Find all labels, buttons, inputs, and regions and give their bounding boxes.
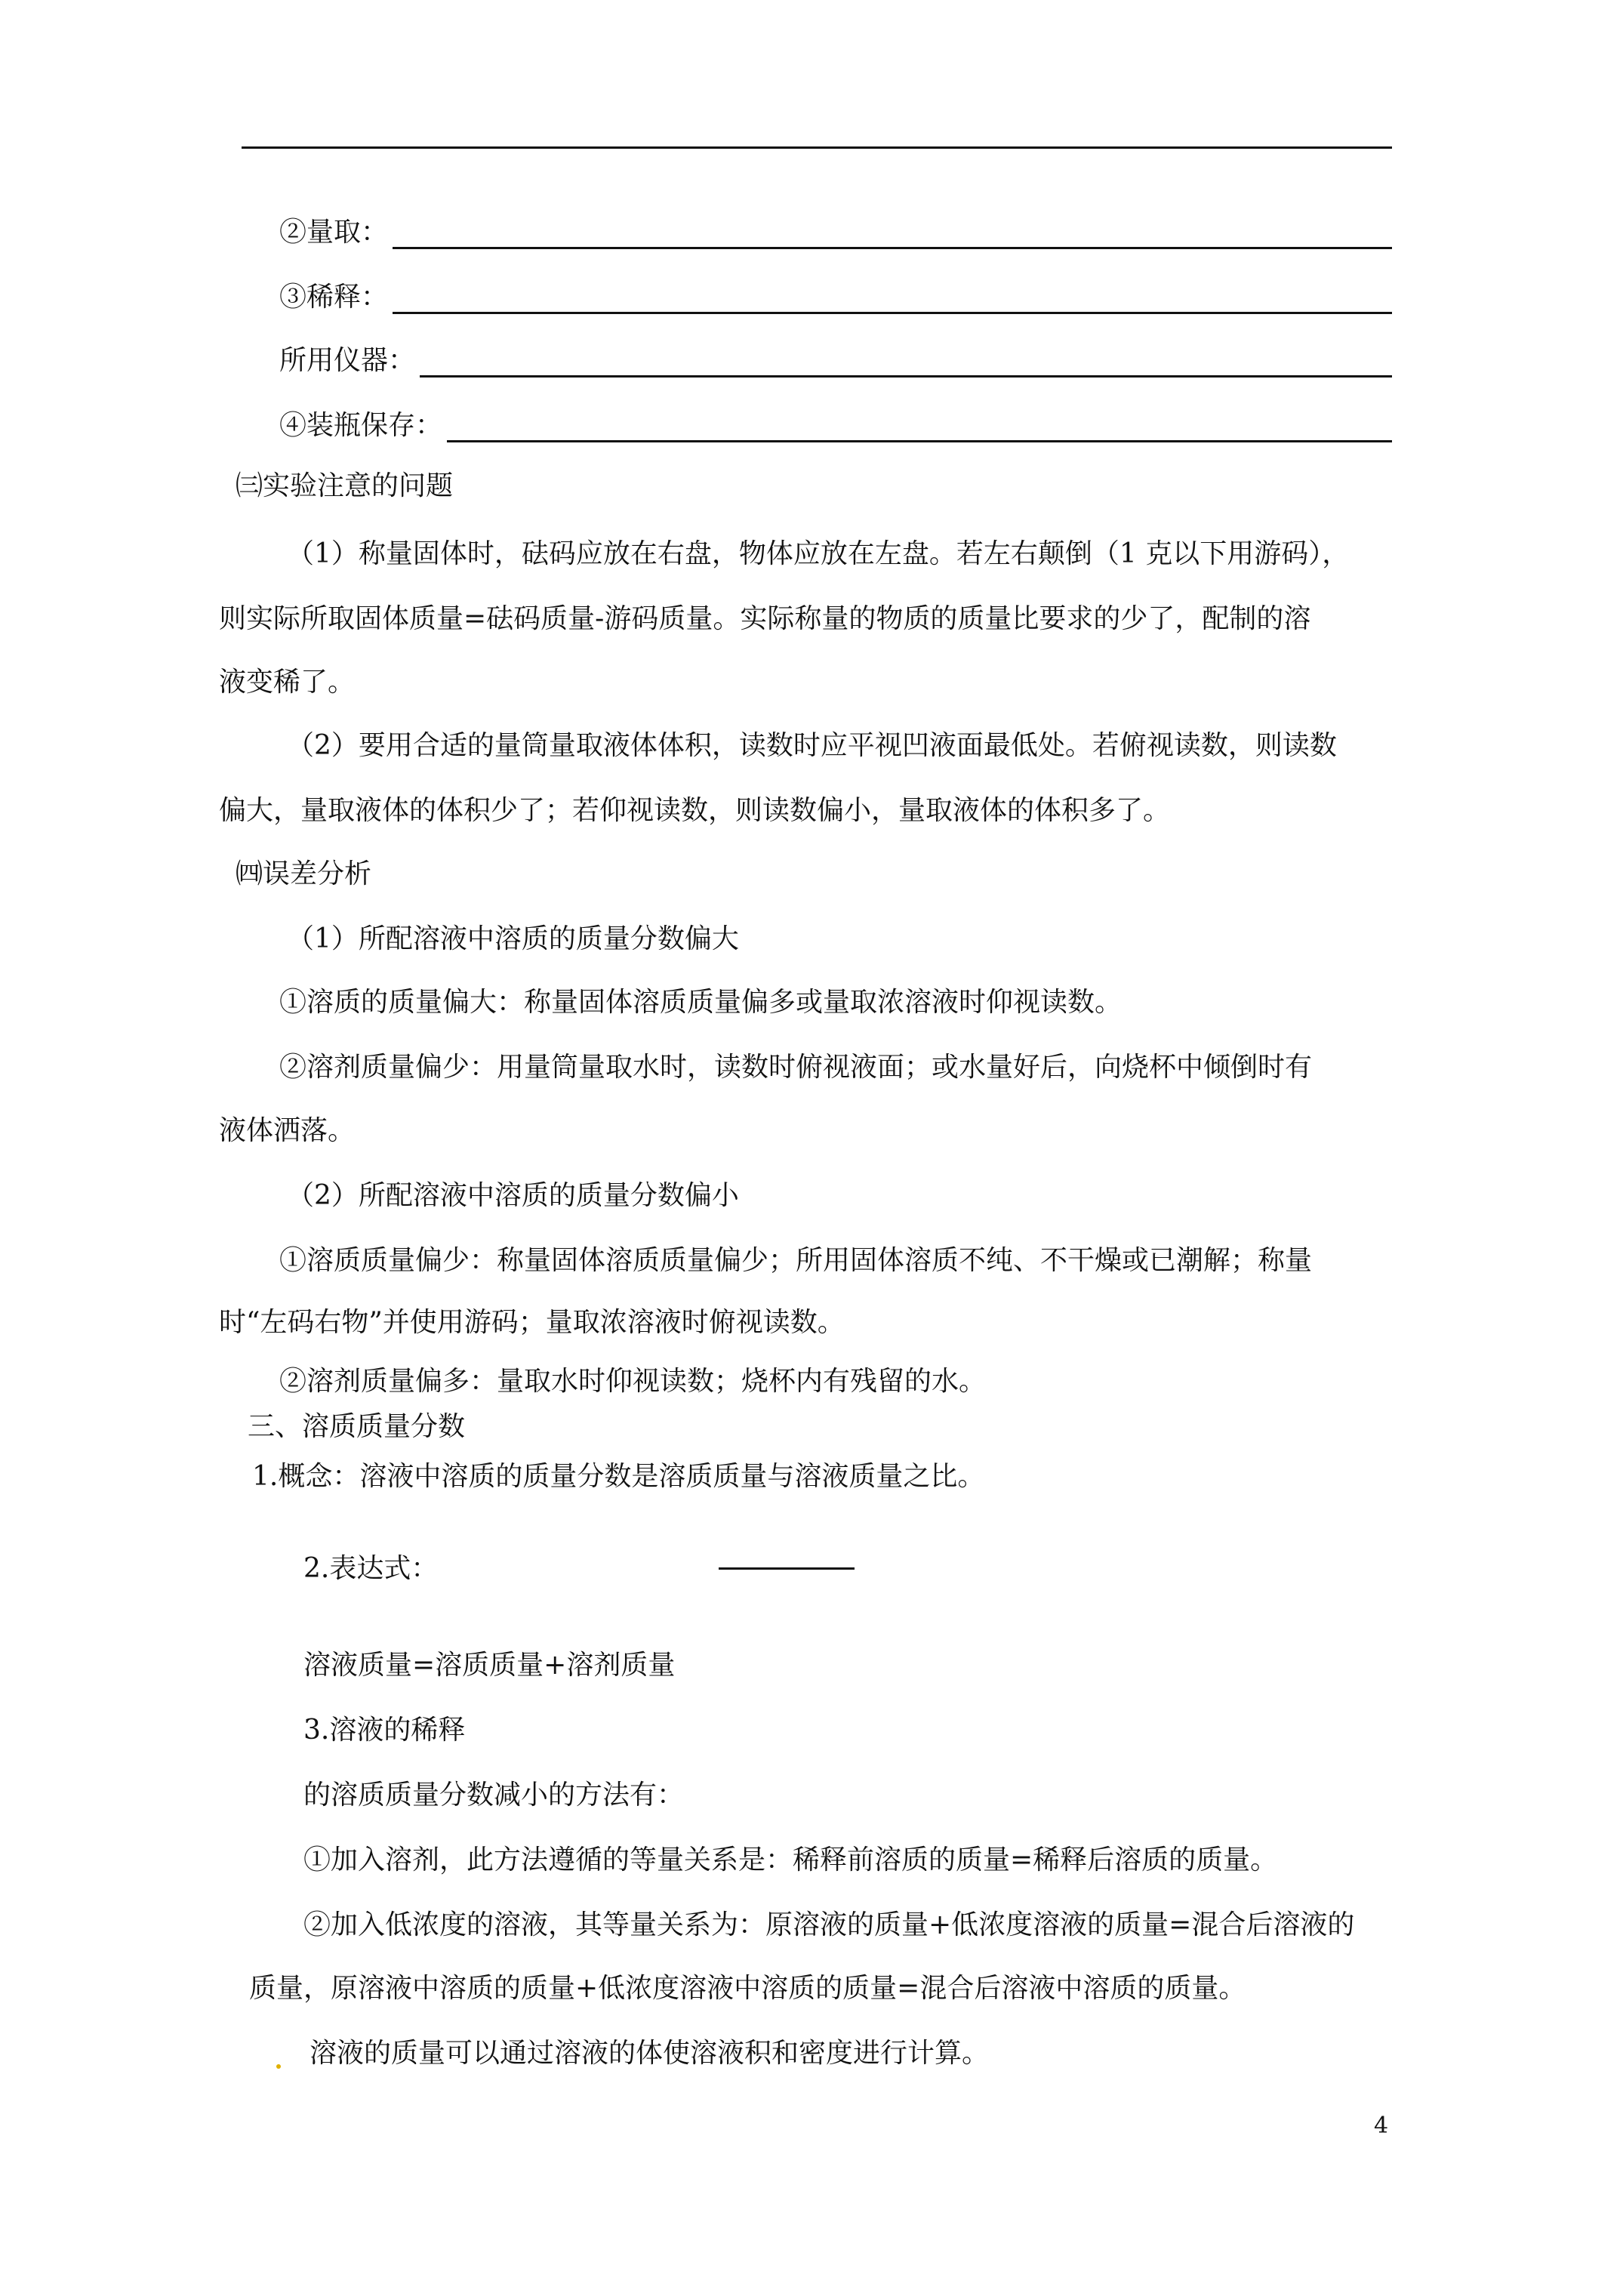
paragraph-line: 液变稀了。 xyxy=(219,667,356,698)
paragraph-line: ①溶质质量偏少：称量固体溶质质量偏少；所用固体溶质不纯、不干燥或已潮解；称量 xyxy=(279,1245,1313,1276)
paragraph-line: 1.概念：溶液中溶质的质量分数是溶质质量与溶液质量之比。 xyxy=(252,1461,985,1492)
paragraph-line: ②溶剂质量偏多：量取水时仰视读数；烧杯内有残留的水。 xyxy=(279,1366,987,1397)
answer-blank[interactable] xyxy=(393,285,1392,314)
fill-in-bottle xyxy=(279,409,1392,442)
fill-in-measure xyxy=(279,216,1392,249)
fill-in-label: 所用仪器： xyxy=(279,345,416,376)
answer-blank[interactable] xyxy=(393,220,1392,249)
subheading: （1）所配溶液中溶质的质量分数偏大 xyxy=(287,923,739,954)
section-heading: ㈢实验注意的问题 xyxy=(236,470,454,501)
fill-in-label: ③稀释： xyxy=(279,282,389,313)
paragraph-line: 溶液的质量可以通过溶液的体使溶液积和密度进行计算。 xyxy=(310,2038,990,2069)
paragraph-line: 则实际所取固体质量=砝码质量-游码质量。实际称量的物质的质量比要求的少了，配制的溶 xyxy=(219,603,1311,634)
page-number: 4 xyxy=(1374,2113,1389,2139)
answer-blank[interactable] xyxy=(420,348,1392,378)
subheading: 3.溶液的稀释 xyxy=(303,1715,466,1746)
paragraph-line: 时“左码右物”并使用游码；量取浓溶液时俯视读数。 xyxy=(219,1307,845,1338)
answer-blank[interactable] xyxy=(447,413,1392,442)
header-rule xyxy=(242,146,1392,149)
paragraph-line: ②溶剂质量偏少：用量筒量取水时，读数时俯视液面；或水量好后，向烧杯中倾倒时有 xyxy=(279,1052,1313,1083)
expression-label: 2.表达式： xyxy=(303,1553,439,1584)
subheading: （2）所配溶液中溶质的质量分数偏小 xyxy=(287,1180,739,1211)
fill-in-label: ④装瓶保存： xyxy=(279,410,443,441)
paragraph-line: 液体洒落。 xyxy=(219,1115,356,1146)
paragraph-line: 质量，原溶液中溶质的质量+低浓度溶液中溶质的质量=混合后溶液中溶质的质量。 xyxy=(249,1973,1246,2004)
paragraph-line: （2）要用合适的量筒量取液体体积，读数时应平视凹液面最低处。若俯视读数，则读数 xyxy=(287,730,1337,761)
section-heading: 三、溶质质量分数 xyxy=(248,1411,466,1442)
paragraph-line: （1）称量固体时，砝码应放在右盘，物体应放在左盘。若左右颠倒（1 克以下用游码）， xyxy=(287,538,1350,569)
paragraph-line: ①加入溶剂，此方法遵循的等量关系是：稀释前溶质的质量=稀释后溶质的质量。 xyxy=(303,1845,1278,1875)
paragraph-line: 溶液质量=溶质质量+溶剂质量 xyxy=(303,1650,676,1681)
fill-in-instruments xyxy=(279,344,1392,378)
paragraph-line: 的溶质质量分数减小的方法有： xyxy=(303,1780,685,1811)
expression-blank[interactable] xyxy=(719,1567,855,1570)
bullet-dot xyxy=(276,2064,281,2069)
paragraph-line: 偏大，量取液体的体积少了；若仰视读数，则读数偏小，量取液体的体积多了。 xyxy=(219,795,1171,826)
fill-in-dilute xyxy=(279,281,1392,314)
section-heading: ㈣误差分析 xyxy=(236,858,372,889)
fill-in-label: ②量取： xyxy=(279,217,389,248)
paragraph-line: ①溶质的质量偏大：称量固体溶质质量偏多或量取浓溶液时仰视读数。 xyxy=(279,987,1123,1018)
paragraph-line: ②加入低浓度的溶液，其等量关系为：原溶液的质量+低浓度溶液的质量=混合后溶液的 xyxy=(303,1909,1355,1940)
